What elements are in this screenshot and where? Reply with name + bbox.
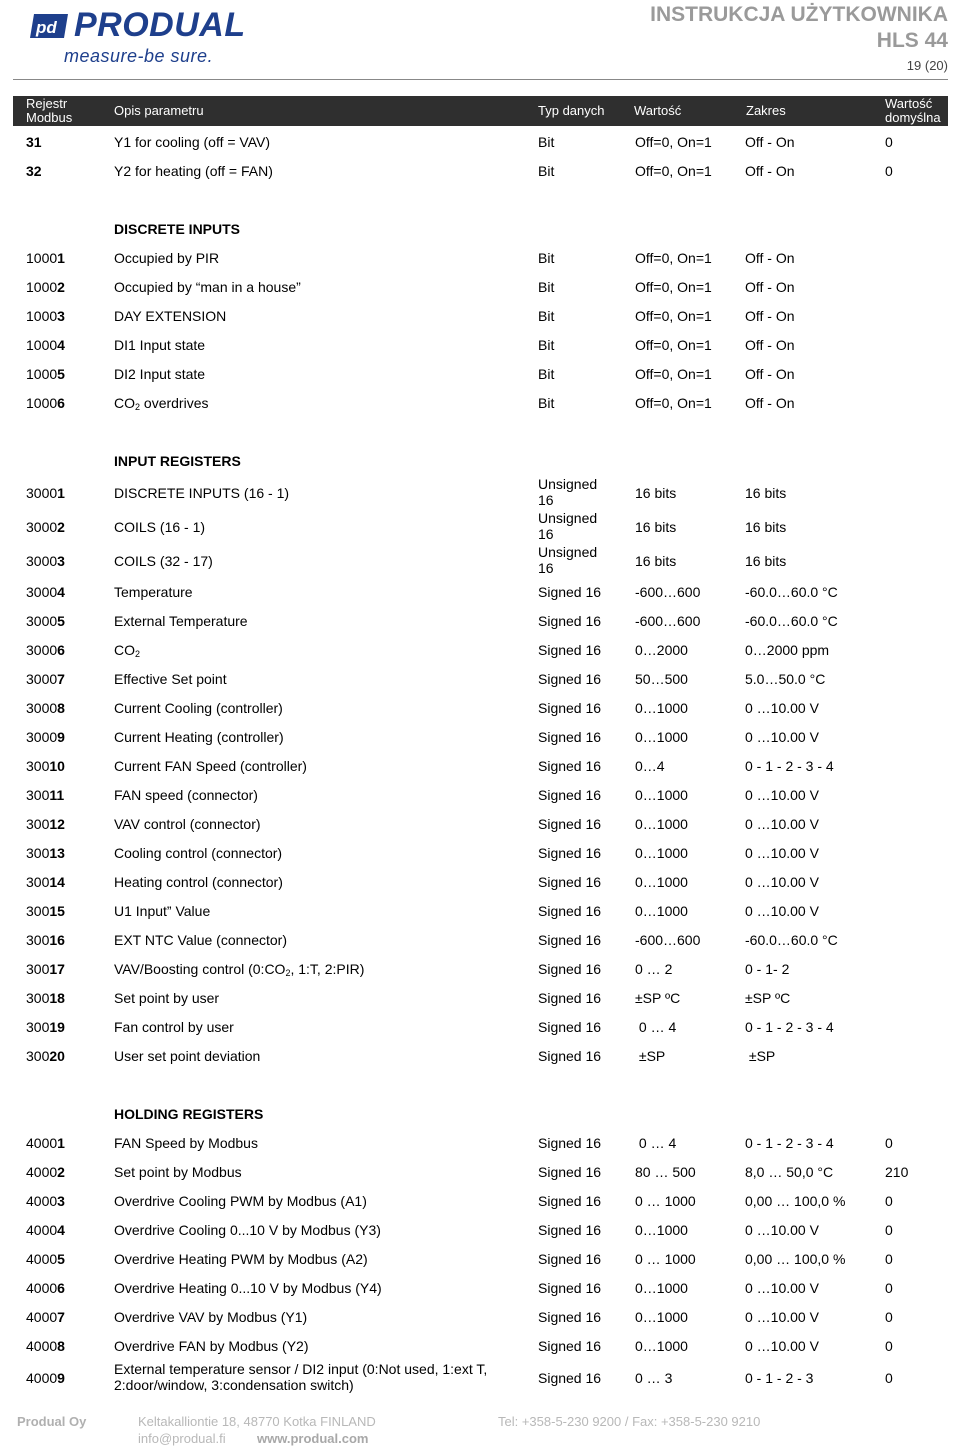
page-number: 19 (20) — [906, 58, 948, 73]
logo-tagline: measure-be sure. — [64, 46, 214, 66]
col-default: Wartość domyślna — [885, 96, 941, 125]
section-discrete-inputs: DISCRETE INPUTS — [114, 221, 241, 237]
footer-address: Keltakalliontie 18, 48770 Kotka FINLAND — [138, 1414, 376, 1429]
table-row: 30002 COILS (16 - 1) Unsigned 16 16 bits 16 bits — [26, 510, 787, 542]
produal-logo-mark — [28, 10, 72, 42]
table-row: 30003 COILS (32 - 17) Unsigned 16 16 bits 16 bits — [26, 544, 787, 576]
logo-wordmark: PRODUAL — [74, 6, 246, 44]
footer-email-link[interactable]: info@produal.fi — [138, 1431, 226, 1446]
col-description: Opis parametru — [114, 103, 204, 118]
section-holding-registers: HOLDING REGISTERS — [114, 1106, 264, 1122]
document-title — [650, 2, 948, 54]
table-header — [13, 96, 948, 126]
footer-phone: Tel: +358-5-230 9200 / Fax: +358-5-230 9210 — [498, 1414, 761, 1429]
svg-text:pd: pd — [36, 18, 57, 37]
table-row: 40009 External temperature sensor / DI2 input (0:Not used, 1:ext T, 2:door/window, 3:condensation switch) Signed 16 0 … 3 0 - 1 - 2 - 3 0 — [26, 1361, 893, 1393]
footer-company: Produal Oy — [17, 1414, 87, 1429]
document-title-text: INSTRUKCJA UŻYTKOWNIKA — [650, 3, 948, 26]
header-divider — [13, 79, 948, 80]
col-value: Wartość — [634, 103, 682, 118]
section-input-registers: INPUT REGISTERS — [114, 453, 241, 469]
footer-website-link[interactable]: www.produal.com — [257, 1431, 369, 1446]
table-row: 30001 DISCRETE INPUTS (16 - 1) Unsigned 16 16 bits 16 bits — [26, 476, 787, 508]
produal-logo — [28, 6, 268, 68]
page-footer — [0, 1412, 960, 1449]
document-model: HLS 44 — [876, 29, 948, 52]
col-register: Rejestr Modbus — [26, 96, 73, 125]
col-type: Typ danych — [538, 103, 605, 118]
col-range: Zakres — [746, 103, 786, 118]
